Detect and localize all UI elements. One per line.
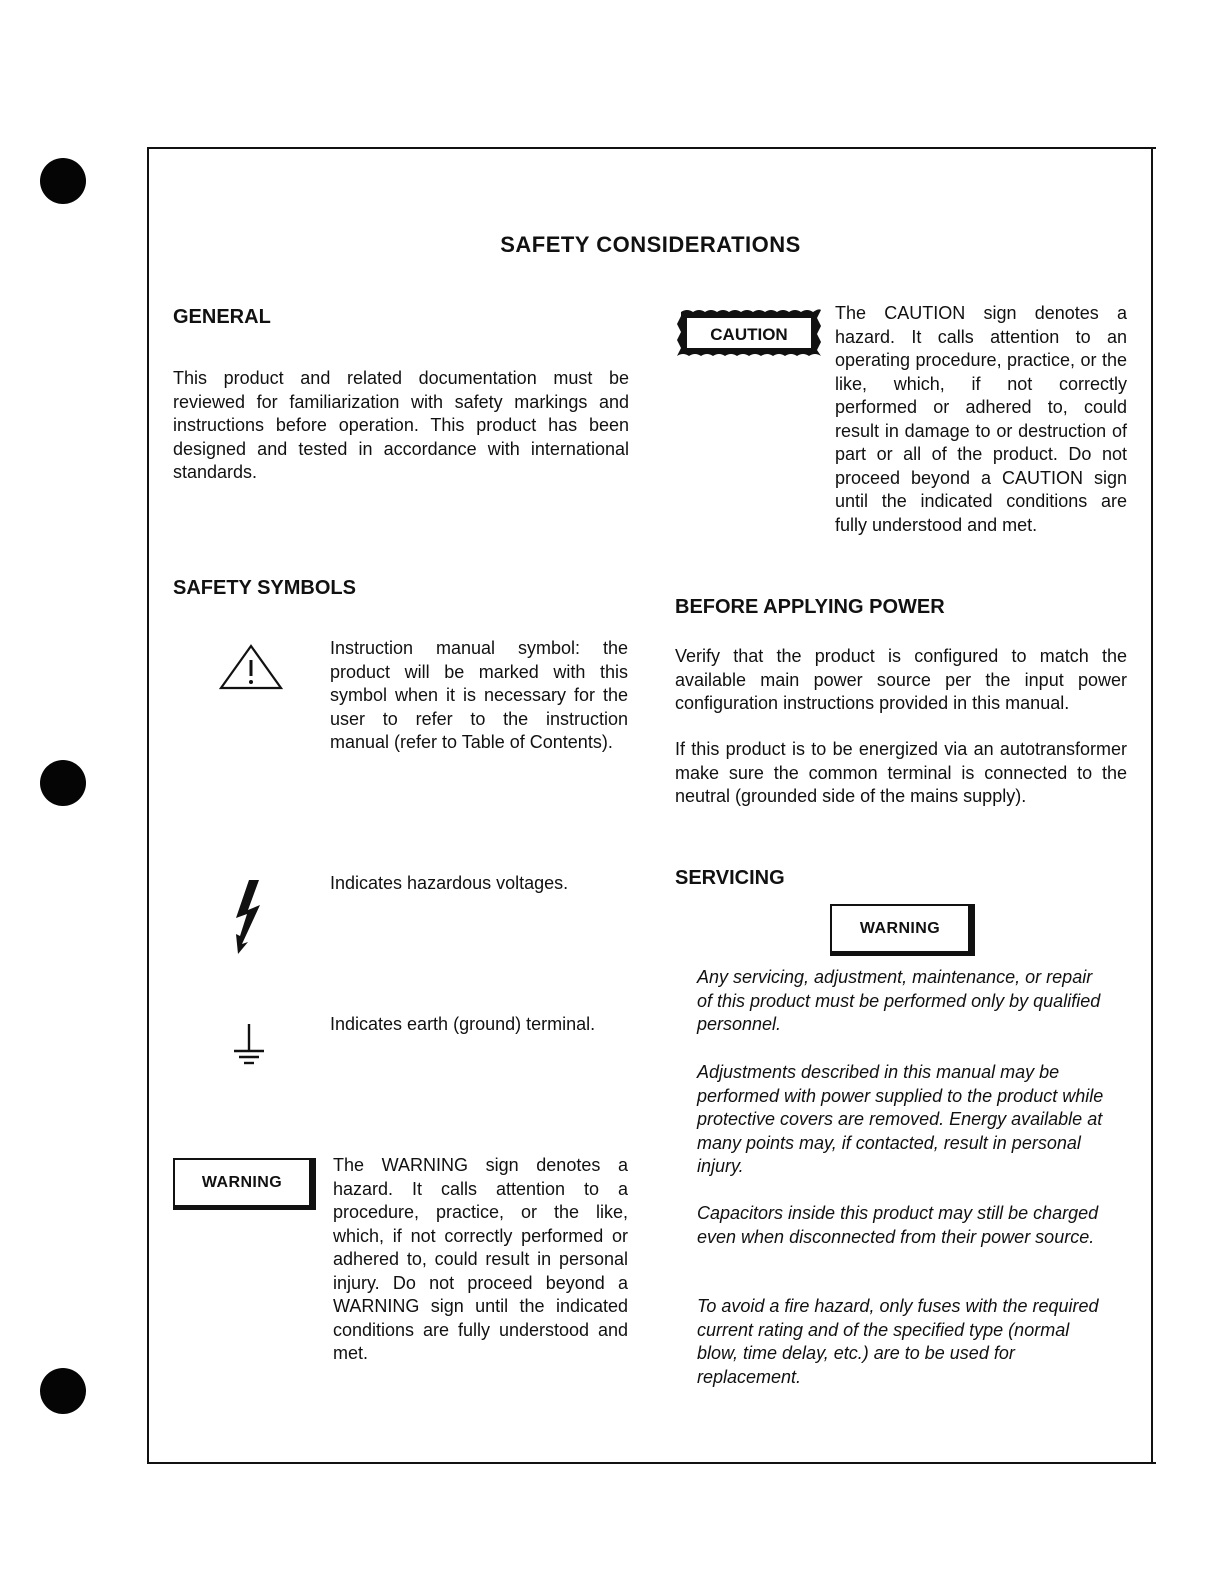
caution-sign-description: The CAUTION sign denotes a hazard. It calls attention to an operating procedure, practice, or the like, which, if not correctly performed or adhered to, could result in damage to or destruction of part or all of the product. Do not proceed beyond a CAUTION sign until the indicated conditions are fully understood and met. <box>835 303 1127 535</box>
servicing-paragraph: Any servicing, adjustment, maintenance, or repair of this product must be performed only by qualified personnel. <box>697 967 1101 1034</box>
servicing-paragraph: Adjustments described in this manual may be performed with power supplied to the product while protective covers are removed. Energy available at many points may, if contacted, result in personal injury. <box>697 1062 1104 1176</box>
page-title: SAFETY CONSIDERATIONS <box>500 232 801 257</box>
caution-label: CAUTION <box>710 325 788 344</box>
punch-hole <box>40 1368 86 1414</box>
warning-sign: WARNING <box>173 1158 316 1210</box>
hazardous-voltage-text: Indicates hazardous voltages. <box>330 873 569 893</box>
before-power-paragraph: If this product is to be energized via an autotransformer make sure the common terminal is connected to the neutral (grounded side of the mains supply). <box>675 739 1127 806</box>
general-heading: GENERAL <box>173 306 271 328</box>
lightning-bolt-icon <box>228 878 268 954</box>
general-paragraph: This product and related documentation must be reviewed for familiarization with safety markings and instructions before operation. This product has been designed and tested in accordance with international standards. <box>173 368 629 482</box>
servicing-warning-sign: WARNING <box>830 904 975 956</box>
page-border-right <box>1151 147 1153 1464</box>
instruction-manual-symbol-text: Instruction manual symbol: the product will be marked with this symbol when it is necessary for the user to refer to the instruction manual (refer to Table of Contents). <box>330 638 628 752</box>
warning-triangle-icon <box>218 643 284 691</box>
punch-hole <box>40 760 86 806</box>
earth-terminal-text: Indicates earth (ground) terminal. <box>330 1014 596 1034</box>
earth-ground-icon <box>228 1022 270 1070</box>
safety-symbols-heading: SAFETY SYMBOLS <box>173 577 356 599</box>
caution-sign <box>675 306 823 360</box>
servicing-heading: SERVICING <box>675 867 785 889</box>
servicing-paragraph: To avoid a fire hazard, only fuses with the required current rating and of the specified type (normal blow, time delay, etc.) are to be used for replacement. <box>697 1296 1099 1387</box>
before-power-paragraph: Verify that the product is configured to match the available main power source per the input power configuration instructions provided in this manual. <box>675 646 1127 713</box>
punch-hole <box>40 158 86 204</box>
servicing-paragraph: Capacitors inside this product may still be charged even when disconnected from their power source. <box>697 1203 1099 1247</box>
before-applying-power-heading: BEFORE APPLYING POWER <box>675 596 945 618</box>
warning-sign-description: The WARNING sign denotes a hazard. It calls attention to a procedure, practice, or the like, which, if not correctly performed or adhered to, could result in personal injury. Do not proceed beyond a WARNING sign until the indicated conditions are fully understood and met. <box>333 1155 628 1363</box>
